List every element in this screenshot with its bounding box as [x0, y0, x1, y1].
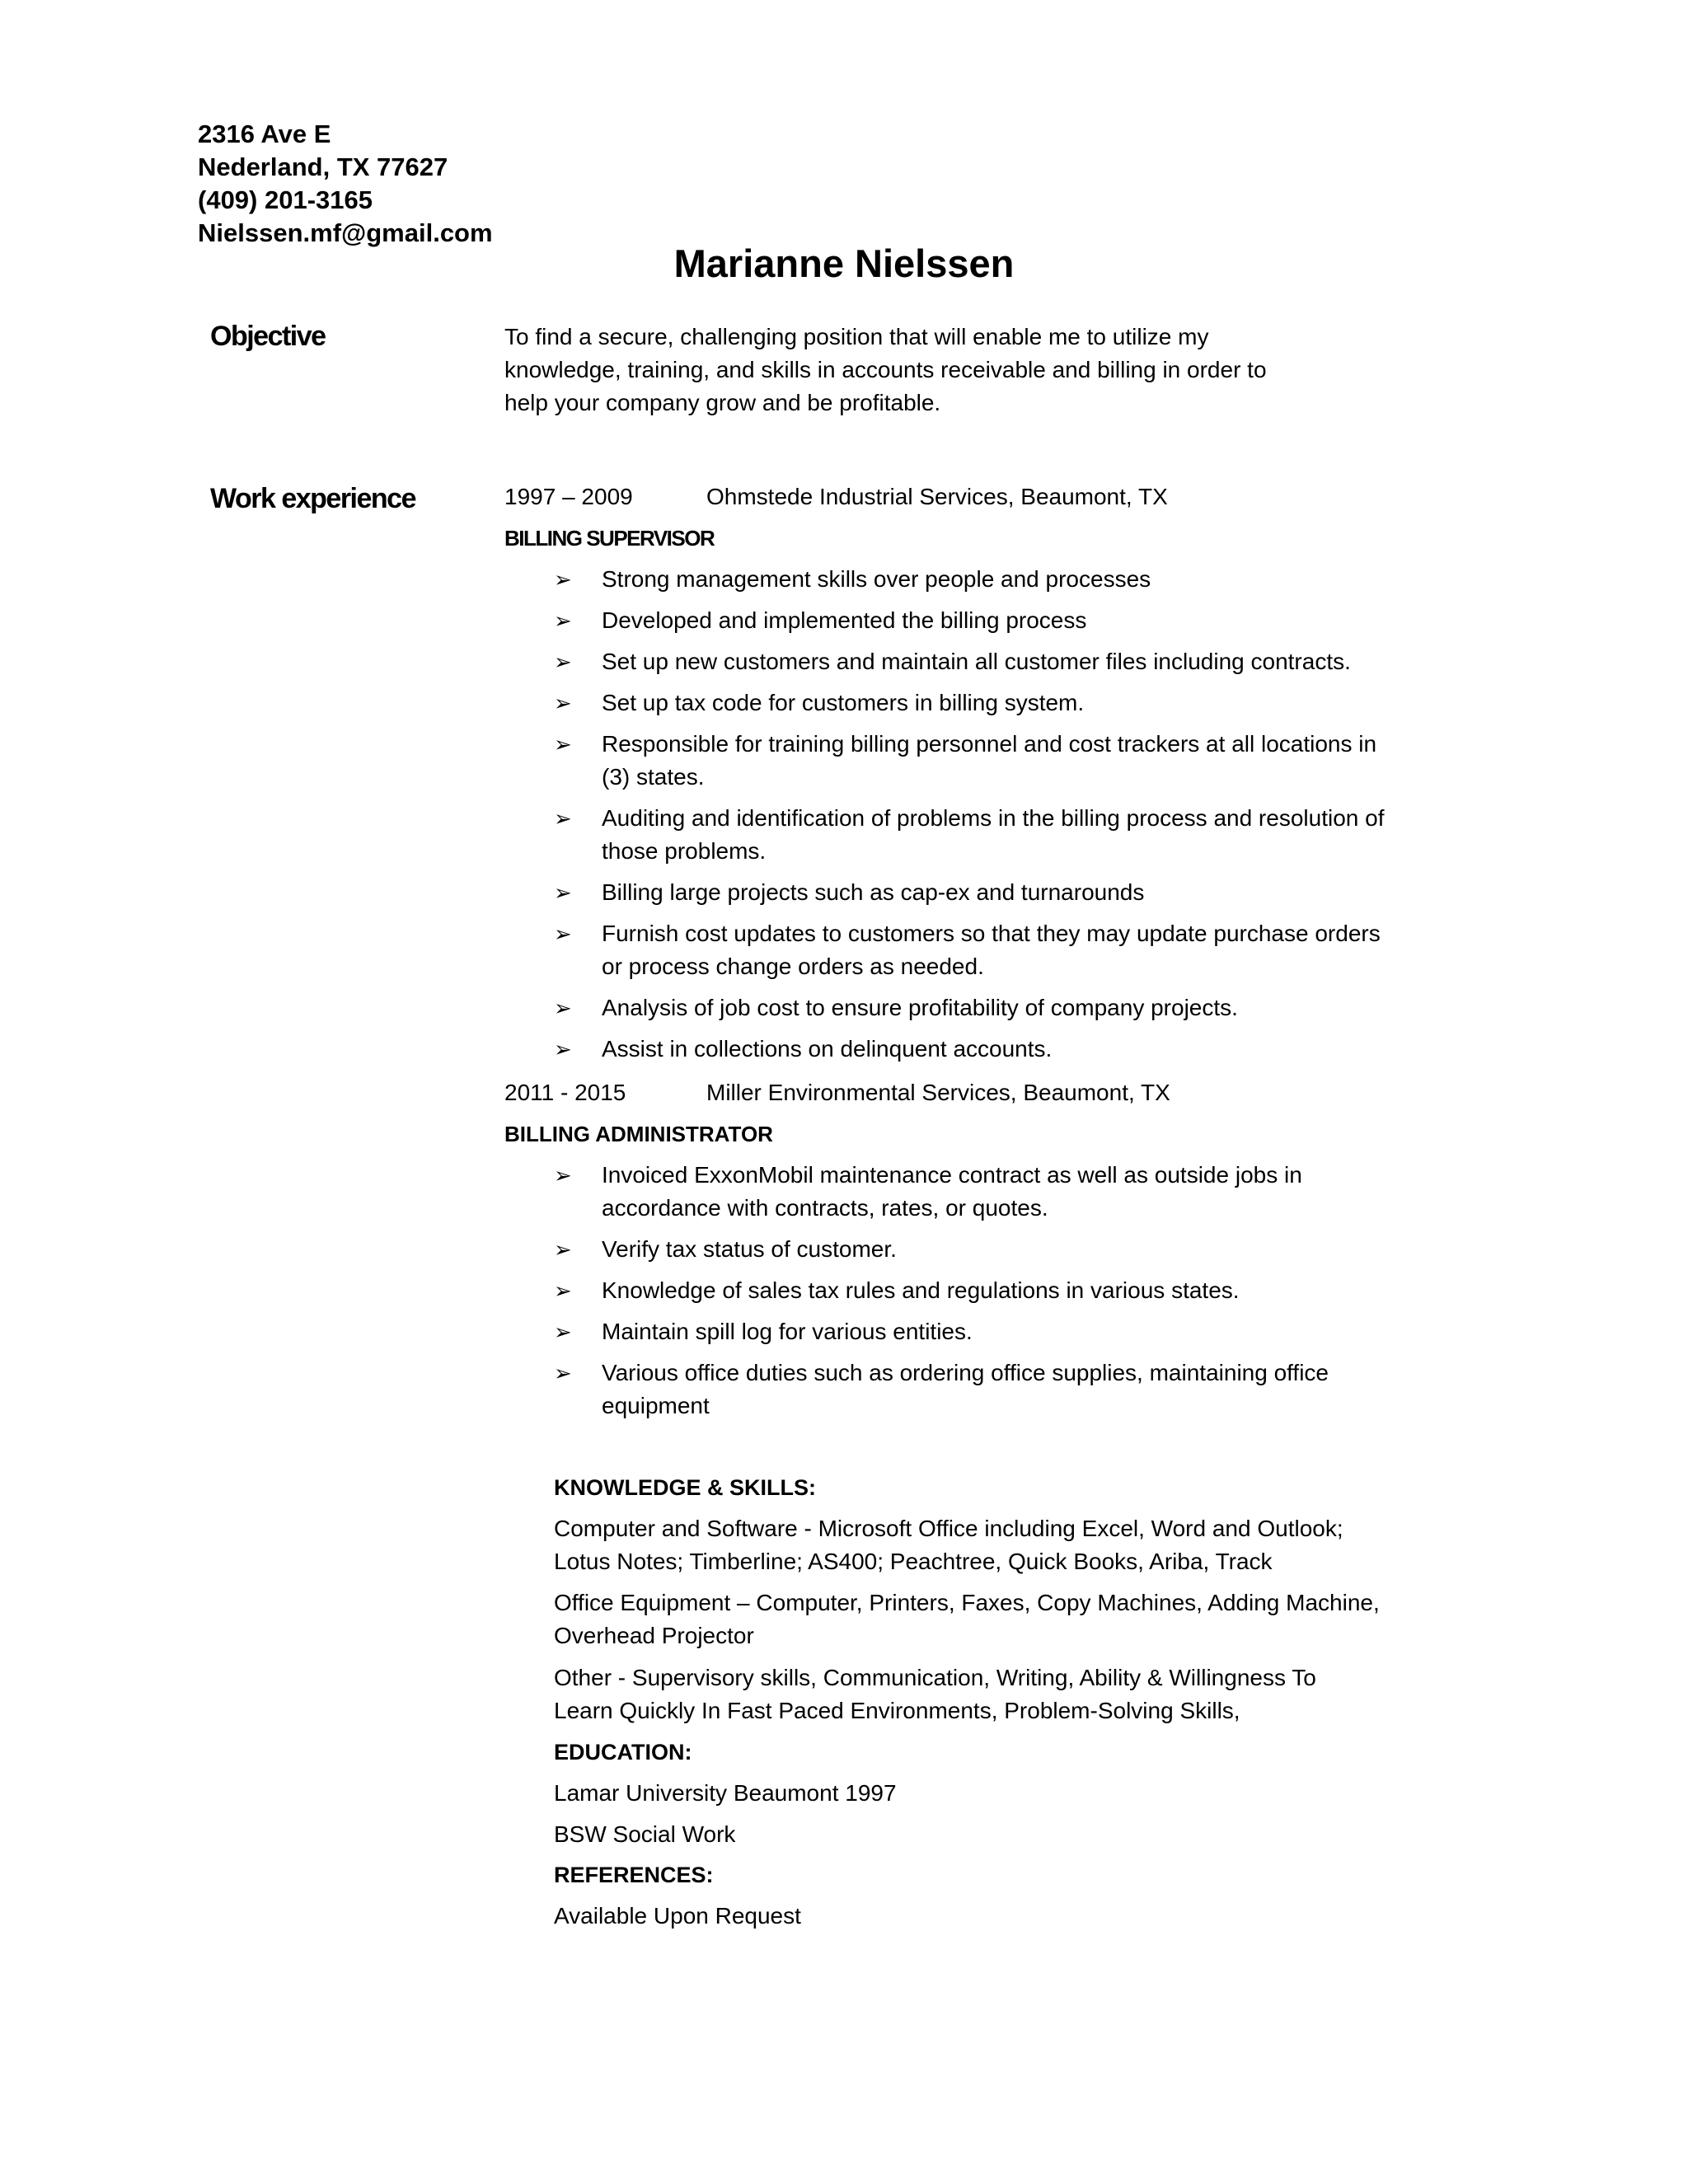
arrow-bullet-icon: ➢	[554, 1278, 572, 1303]
job-header	[504, 1076, 1170, 1109]
skills-item: Other - Supervisory skills, Communication, Writing, Ability & Willingness To Learn Quickly In Fast Paced Environments, Problem-Solving Skills,	[554, 1665, 1316, 1723]
contact-email: Nielssen.mf@gmail.com	[198, 218, 493, 247]
arrow-bullet-icon: ➢	[554, 567, 572, 592]
objective-label: Objective	[210, 321, 326, 352]
list-item: ➢ Knowledge of sales tax rules and regulations in various states.	[554, 1274, 1386, 1307]
education-line: Lamar University Beaumont 1997	[554, 1780, 897, 1806]
objective-line: knowledge, training, and skills in accounts receivable and billing in order to	[504, 357, 1267, 382]
arrow-bullet-icon: ➢	[554, 1237, 572, 1262]
job-dates: 1997 – 2009	[504, 484, 633, 509]
references-text: Available Upon Request	[554, 1903, 801, 1929]
list-item: ➢ Responsible for training billing personnel and cost trackers at all locations in (3) states.	[554, 728, 1386, 794]
resume-name: Marianne Nielssen	[673, 241, 1015, 285]
objective-text	[504, 321, 1395, 419]
contact-city: Nederland, TX 77627	[198, 152, 448, 181]
job-duties-list	[554, 563, 1386, 1074]
references-heading: REFERENCES:	[554, 1863, 714, 1887]
list-item: ➢ Set up new customers and maintain all customer files including contracts.	[554, 645, 1386, 678]
list-item: ➢ Furnish cost updates to customers so that they may update purchase orders or process change orders as needed.	[554, 917, 1386, 983]
skills-item: Office Equipment – Computer, Printers, Faxes, Copy Machines, Adding Machine, Overhead Projector	[554, 1590, 1380, 1648]
work-experience-label: Work experience	[210, 483, 416, 514]
skills-heading: KNOWLEDGE & SKILLS:	[554, 1475, 816, 1500]
contact-phone: (409) 201-3165	[198, 185, 373, 214]
list-item: ➢ Analysis of job cost to ensure profitability of company projects.	[554, 991, 1386, 1024]
arrow-bullet-icon: ➢	[554, 880, 572, 905]
arrow-bullet-icon: ➢	[554, 732, 572, 757]
job-title: BILLING ADMINISTRATOR	[504, 1122, 773, 1146]
list-item: ➢ Auditing and identification of problems in the billing process and resolution of those problems.	[554, 802, 1386, 868]
list-item: ➢ Assist in collections on delinquent accounts.	[554, 1033, 1386, 1066]
arrow-bullet-icon: ➢	[554, 1037, 572, 1062]
contact-street: 2316 Ave E	[198, 120, 331, 148]
job-header	[504, 480, 1168, 513]
arrow-bullet-icon: ➢	[554, 921, 572, 946]
job-dates: 2011 - 2015	[504, 1080, 626, 1105]
arrow-bullet-icon: ➢	[554, 1319, 572, 1344]
arrow-bullet-icon: ➢	[554, 608, 572, 633]
list-item: ➢ Set up tax code for customers in billing system.	[554, 687, 1386, 719]
skills-item: Computer and Software - Microsoft Office including Excel, Word and Outlook; Lotus Notes; Timberline; AS400; Peachtree, Quick Books, Ariba, Track	[554, 1516, 1343, 1574]
list-item: ➢ Maintain spill log for various entities.	[554, 1315, 1386, 1348]
job-title: BILLING SUPERVISOR	[504, 526, 715, 551]
arrow-bullet-icon: ➢	[554, 649, 572, 674]
list-item: ➢ Invoiced ExxonMobil maintenance contract as well as outside jobs in accordance with contracts, rates, or quotes.	[554, 1159, 1386, 1225]
list-item: ➢ Verify tax status of customer.	[554, 1233, 1386, 1266]
arrow-bullet-icon: ➢	[554, 1361, 572, 1385]
list-item: ➢ Billing large projects such as cap-ex and turnarounds	[554, 876, 1386, 909]
objective-line: help your company grow and be profitable.	[504, 390, 941, 415]
contact-block	[198, 118, 493, 250]
job-duties-list	[554, 1159, 1386, 1431]
arrow-bullet-icon: ➢	[554, 806, 572, 831]
arrow-bullet-icon: ➢	[554, 996, 572, 1020]
arrow-bullet-icon: ➢	[554, 1163, 572, 1188]
job-company: Miller Environmental Services, Beaumont, TX	[706, 1080, 1170, 1105]
list-item: ➢ Developed and implemented the billing process	[554, 604, 1386, 637]
job-company: Ohmstede Industrial Services, Beaumont, TX	[706, 484, 1168, 509]
list-item: ➢ Various office duties such as ordering office supplies, maintaining office equipment	[554, 1357, 1386, 1422]
list-item: ➢ Strong management skills over people and processes	[554, 563, 1386, 596]
objective-line: To find a secure, challenging position that will enable me to utilize my	[504, 324, 1209, 349]
education-line: BSW Social Work	[554, 1821, 736, 1847]
education-heading: EDUCATION:	[554, 1740, 692, 1765]
arrow-bullet-icon: ➢	[554, 691, 572, 715]
